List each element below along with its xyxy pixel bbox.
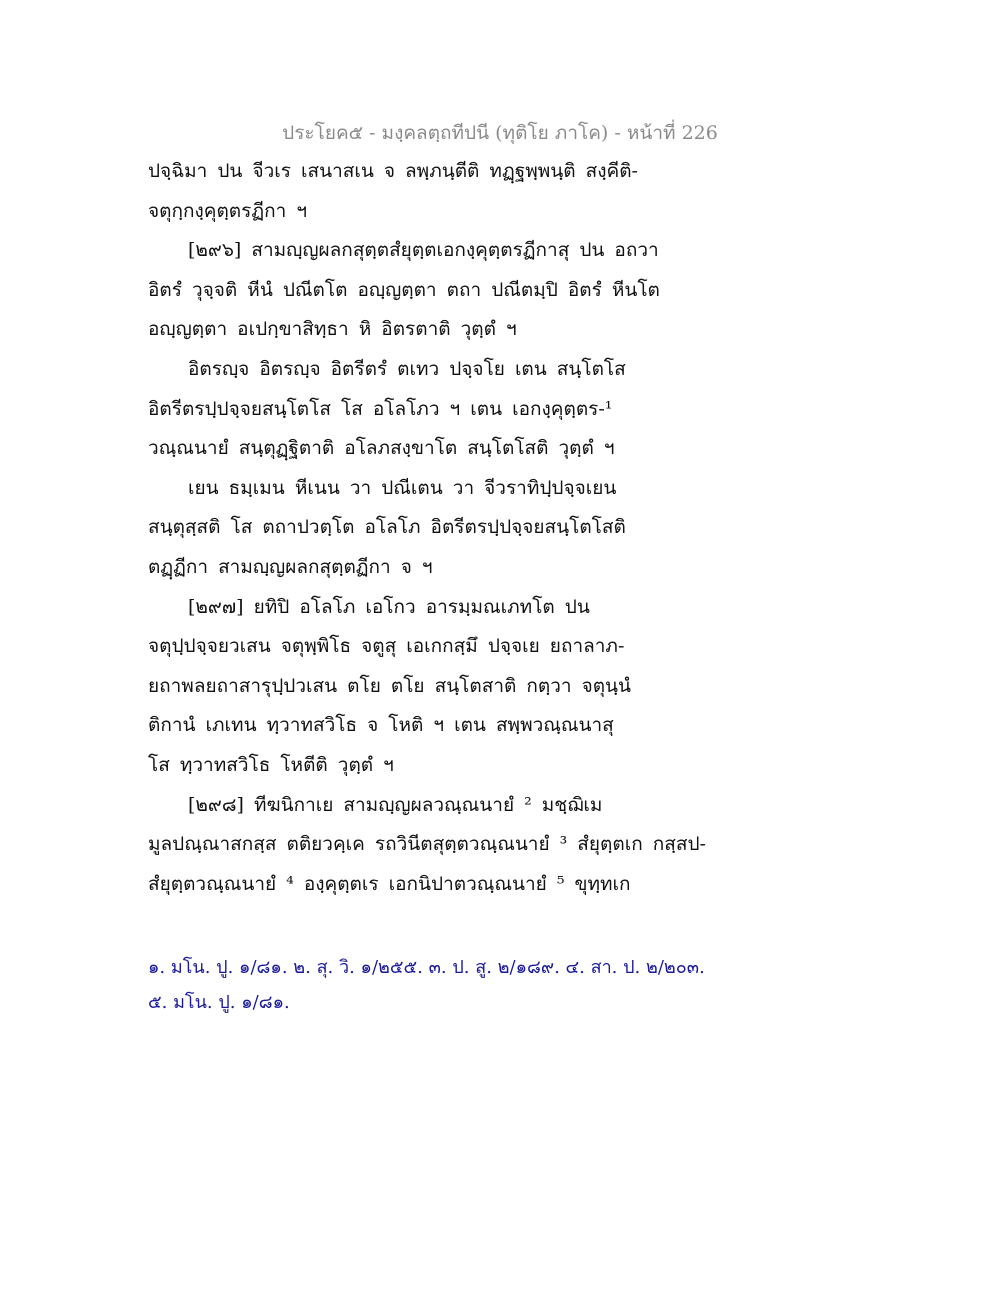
text-line: มูลปณฺณาสกสฺส ตติยวคฺเค รถวินีตสุตฺตวณฺณนายํ ³ สํยุตฺตเก กสฺสป- <box>148 833 706 856</box>
text-line: อิตรีตรปฺปจฺจยสนฺโตโส โส อโลโภว ฯ เตน เอกงฺคุตฺตร-¹ <box>148 397 613 420</box>
paragraph-start-line: [๒๙๖] สามญฺญผลกสุตฺตสํยุตฺตเอกงฺคุตฺตรฏีกาสุ ปน อถวา <box>188 239 659 262</box>
text-line: จตุกฺกงฺคุตฺตรฏีกา ฯ <box>148 199 307 222</box>
page-header: ประโยค๕ - มงฺคลตฺถทีปนี (ทุติโย ภาโค) - หน้าที่ 226 <box>282 122 718 144</box>
text-line: วณฺณนายํ สนฺตุฏฺฐิตาติ อโลภสงฺขาโต สนฺโตโสติ วุตฺตํ ฯ <box>148 437 615 460</box>
text-line: สํยุตฺตวณฺณนายํ ⁴ องฺคุตฺตเร เอกนิปาตวณฺณนายํ ⁵ ขุทฺทเก <box>148 872 631 895</box>
text-line: สนฺตุสฺสติ โส ตถาปวตฺโต อโลโภ อิตรีตรปฺปจฺจยสนฺโตโสติ <box>148 516 626 539</box>
footnote-line: ๕. มโน. ปู. ๑/๘๑. <box>148 992 290 1013</box>
footnotes <box>148 950 708 1020</box>
text-line: อญฺญตฺตา อเปกฺขาสิทฺธา หิ อิตรตาติ วุตฺตํ ฯ <box>148 318 517 341</box>
text-line: โส ทฺวาทสวิโธ โหตีติ วุตฺตํ ฯ <box>148 753 394 776</box>
text-line: อิตรํ วุจฺจติ หีนํ ปณีตโต อญฺญตฺตา ตถา ปณีตมฺปิ อิตรํ หีนโต <box>148 278 660 301</box>
text-line: ยถาพลยถาสารุปฺปวเสน ตโย ตโย สนฺโตสาติ กตฺวา จตุนฺนํ <box>148 674 632 697</box>
paragraph-start-line: เยน ธมฺเมน หีเนน วา ปณีเตน วา จีวราทิปฺปจฺจเยน <box>188 476 617 499</box>
body-text <box>148 152 718 904</box>
paragraph-start-line: อิตรญฺจ อิตรญฺจ อิตรีตรํ ตเทว ปจฺจโย เตน สนฺโตโส <box>188 357 626 380</box>
text-line: ตฏฺฏีกา สามญฺญผลกสุตฺตฏีกา จ ฯ <box>148 555 433 578</box>
text-line: จตุปฺปจฺจยวเสน จตุพฺพิโธ จตูสุ เอเกกสฺมึ ปจฺจเย ยถาลาภ- <box>148 635 625 658</box>
text-line: ติกานํ เภเทน ทฺวาทสวิโธ จ โหติ ฯ เตน สพฺพวณฺณนาสุ <box>148 714 614 737</box>
paragraph-start-line: [๒๙๗] ยทิปิ อโลโภ เอโกว อารมฺมณเภทโต ปน <box>188 595 590 618</box>
text-line: ปจฺฉิมา ปน จีวเร เสนาสเน จ ลพฺภนฺตีติ ทฏฺฐพฺพนฺติ สงฺคีติ- <box>148 160 638 182</box>
paragraph-start-line: [๒๙๘] ทีฆนิกาเย สามญฺญผลวณฺณนายํ ² มชฺฌิเม <box>188 793 603 816</box>
footnote-line: ๑. มโน. ปู. ๑/๘๑. ๒. สุ. วิ. ๑/๒๕๕. ๓. ป. สู. ๒/๑๘๙. ๔. สา. ป. ๒/๒๐๓. <box>148 957 705 978</box>
